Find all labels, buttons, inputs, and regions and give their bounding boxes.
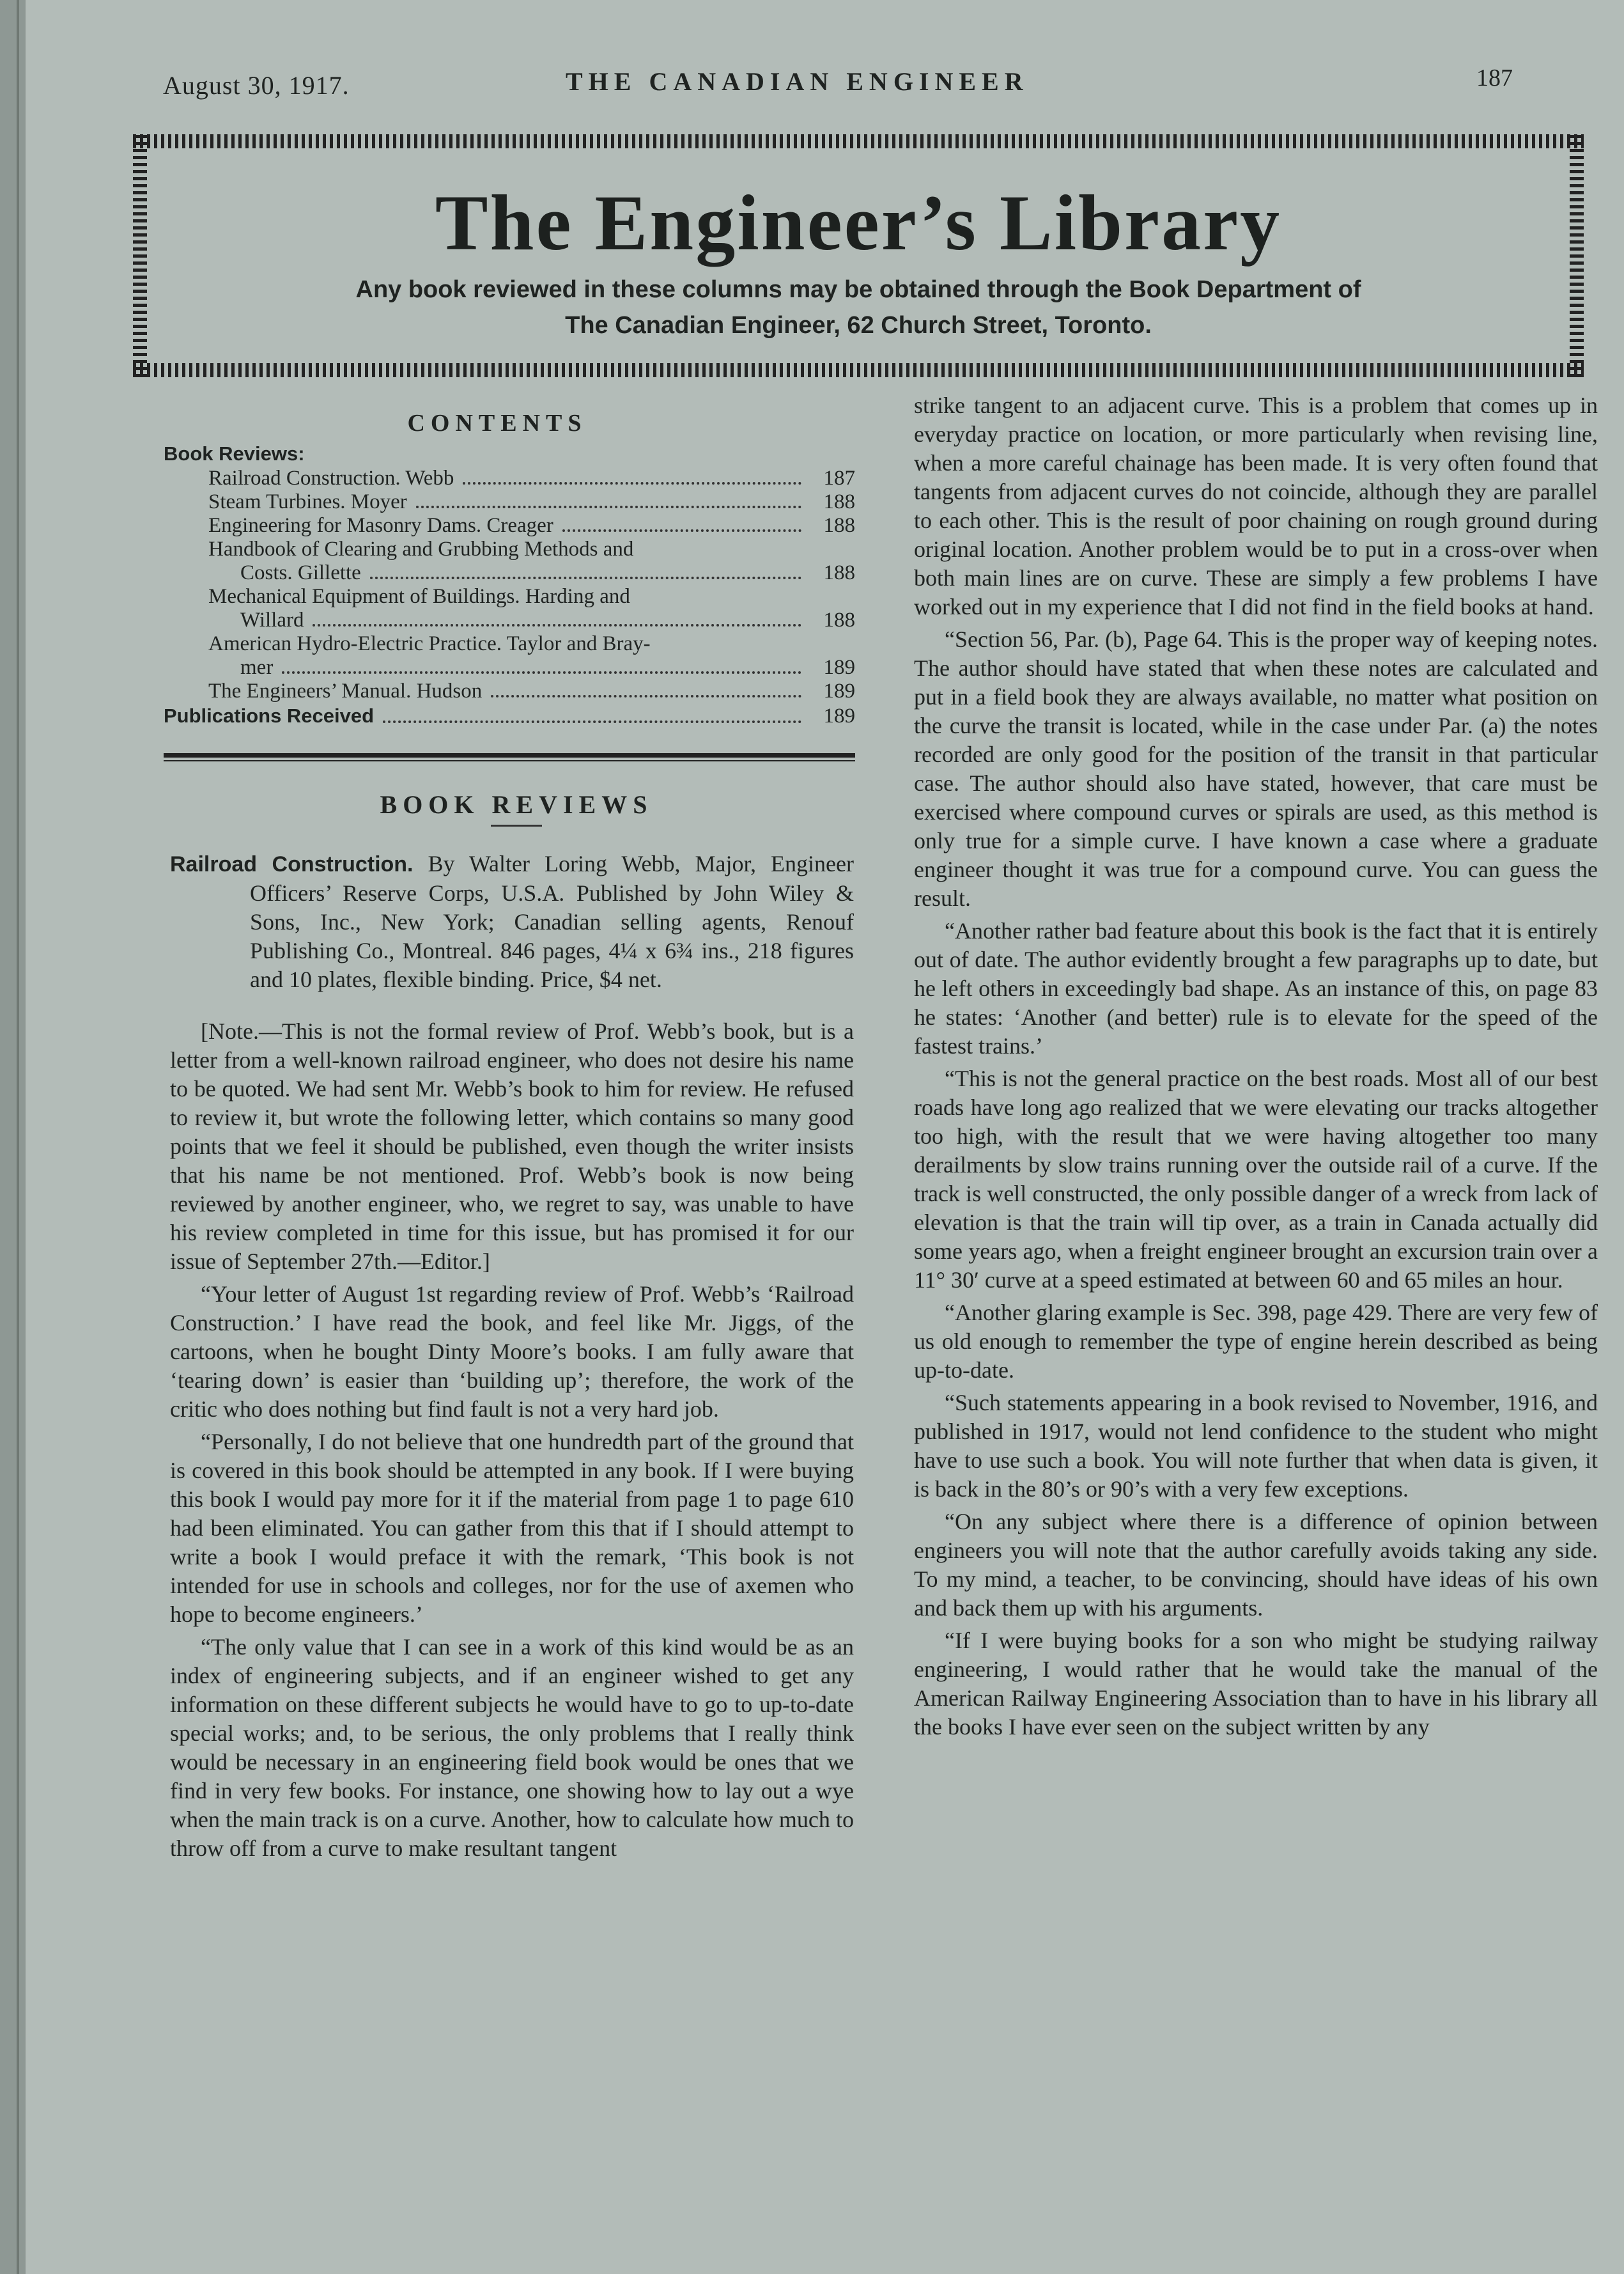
article-paragraph: “If I were buying books for a son who might be studying railway engineering, I would rather that he would take the manual of the American Railway Engineering Association than to have in his library all the books I have ever seen on the subject written by any: [914, 1628, 1598, 1740]
toc-item: [208, 467, 855, 490]
right-column: [914, 391, 1598, 1745]
subtitle-line-1: Any book reviewed in these columns may be obtained through the Book Department of: [355, 276, 1361, 303]
binding-spine: [0, 0, 26, 2274]
subtitle-line-2: The Canadian Engineer, 62 Church Street, Toronto.: [565, 312, 1152, 339]
article-paragraph: strike tangent to an adjacent curve. This is a problem that comes up in everyday practice on location, or more particularly when revising line, when a more careful chainage has been made. It is very often found that tangents from adjacent curves do not coincide, although they are parallel to each other. This is the result of poor chaining on rough ground during original location. Another problem would be to put in a cross-over when both main lines are on curve. These are simply a few problems I have worked out in my experience that I did not find in the field books at hand.: [914, 393, 1598, 619]
toc-item-text: Railroad Construction. Webb: [208, 467, 454, 490]
heading-rule: [491, 825, 542, 827]
article-paragraph: “On any subject where there is a difference of opinion between engineers you will note that the author carefully avoids taking any side. To my mind, a teacher, to be convincing, should have ideas of his own and back them up with his arguments.: [914, 1509, 1598, 1621]
toc-leader: [416, 506, 801, 508]
toc-item: [208, 514, 855, 538]
article-paragraph: “Another glaring example is Sec. 398, page 429. There are very few of us old enough to remember the type of engine herein described as being up-to-date.: [914, 1300, 1598, 1383]
toc-item: [208, 585, 855, 632]
section-subtitle: [248, 272, 1469, 343]
toc-item-page: 189: [823, 680, 855, 703]
toc-leader: [383, 720, 801, 723]
review-book-details: By Walter Loring Webb, Major, Engineer Officers’ Reserve Corps, U.S.A. Published by John Wiley & Sons, Inc., New York; Canadian selling agents, Renouf Publishing Co., Montreal. 846 pages, 4¼ x 6¾ ins., 218 figures and 10 plates, flexible binding. Price, $4 net.: [250, 851, 854, 992]
article-paragraph: [Note.—This is not the formal review of Prof. Webb’s book, but is a letter from a well-known railroad engineer, who does not desire his name to be quoted. We had sent Mr. Webb’s book to him for review. He refused to review it, but wrote the following letter, which contains so many good points that we feel it should be published, even though the writer insists that his name be not mentioned. Prof. Webb’s book is now being reviewed by another engineer, who, we regret to say, was unable to have his review completed in time for this issue, but has promised it for our issue of September 27th.—Editor.]: [170, 1018, 854, 1274]
toc-item: [208, 680, 855, 703]
toc-item-text: Engineering for Masonry Dams. Creager: [208, 514, 553, 537]
article-paragraph: “Such statements appearing in a book revised to November, 1916, and published in 1917, would not lend confidence to the student who might have to use such a book. You will note further that when data is given, it is back in the 80’s or 90’s with a very few exceptions.: [914, 1390, 1598, 1502]
article-paragraph: “This is not the general practice on the best roads. Most all of our best roads have long ago realized that we were elevating our tracks altogether too high, with the result that we were having altogether too many derailments by slow trains running over the outside rail of a curve. If the track is well constructed, the only possible danger of a wreck from lack of elevation is that the train will tip over, as a train in Canada actually did some years ago, when a freight engineer brought an excursion train over a 11° 30′ curve at a speed estimated at between 60 and 65 miles an hour.: [914, 1066, 1598, 1293]
toc-leader: [313, 624, 801, 627]
toc-group-label: Book Reviews:: [164, 442, 305, 465]
toc-item-text-cont: Willard: [240, 609, 304, 632]
toc-item-page: 188: [823, 561, 855, 584]
toc-leader: [282, 671, 801, 674]
toc-item-text: Mechanical Equipment of Buildings. Harding and: [208, 585, 630, 608]
divider-rule: [164, 753, 855, 758]
toc-leader: [491, 695, 801, 697]
page-number: 187: [1476, 65, 1513, 91]
toc-item-text: Steam Turbines. Moyer: [208, 490, 407, 513]
contents-heading: CONTENTS: [407, 410, 587, 437]
toc-leader: [463, 482, 801, 485]
toc-item: [208, 632, 855, 680]
toc-item: [208, 490, 855, 514]
toc-item-page: 188: [823, 609, 855, 632]
toc-item-text: American Hydro-Electric Practice. Taylor and Bray-: [208, 632, 651, 655]
magazine-page: [26, 0, 1624, 2274]
issue-date: August 30, 1917.: [163, 71, 350, 100]
toc-item-page: 188: [823, 490, 855, 513]
toc-leader: [562, 529, 801, 532]
article-paragraph: “Your letter of August 1st regarding review of Prof. Webb’s ‘Railroad Construction.’ I have read the book, and feel like Mr. Jiggs, of the cartoons, when he bought Dinty Moore’s books. I am fully aware that ‘tearing down’ is easier than ‘building up’; therefore, the work of the critic who does nothing but find fault is not a very hard job.: [170, 1281, 854, 1422]
toc-item-page: 187: [823, 467, 855, 490]
banner-border-bottom: [133, 363, 1584, 377]
toc-item-text: The Engineers’ Manual. Hudson: [208, 680, 483, 703]
article-paragraph: “The only value that I can see in a work of this kind would be as an index of engineering subjects, and if an engineer wished to get any information on these different subjects he would have to go to up-to-date special works; and, to be serious, the only problems that I really think would be necessary in an engineering field book would be ones that we find in very few books. For instance, one showing how to lay out a wye when the main track is on a curve. Another, how to calculate how much to throw off from a curve to make resultant tangent: [170, 1634, 854, 1861]
toc-item: [208, 538, 855, 585]
section-title: The Engineer’s Library: [435, 179, 1282, 267]
review-book-title: Railroad Construction.: [170, 852, 414, 876]
journal-name: THE CANADIAN ENGINEER: [566, 67, 1029, 96]
toc-leader: [370, 577, 801, 579]
review-entry-header: [170, 850, 854, 994]
article-paragraph: “Another rather bad feature about this book is the fact that it is entirely out of date. The author evidently brought a few paragraphs up to date, but he left others in exceedingly bad shape. As an instance of this, on page 83 he states: ‘Another (and better) rule is to elevate for the speed of the fastest trains.’: [914, 918, 1598, 1059]
toc-item-page: 188: [823, 514, 855, 537]
toc-item-text-cont: mer: [240, 656, 274, 679]
toc-publications: [164, 703, 855, 729]
toc-item-text: Handbook of Clearing and Grubbing Methods and: [208, 538, 634, 561]
running-head: [26, 64, 1624, 109]
article-paragraph: “Personally, I do not believe that one hundredth part of the ground that is covered in this book should be attempted in any book. If I were buying this book I would pay more for it if the material from page 1 to page 610 had been eliminated. You can gather from this that if I should attempt to write a book I would preface it with the remark, ‘This book is not intended for use in schools and colleges, nor for the use of axemen who hope to become engineers.’: [170, 1429, 854, 1627]
left-column: [139, 396, 855, 1867]
library-banner: [133, 134, 1584, 377]
reviews-heading: BOOK REVIEWS: [380, 790, 653, 819]
article-paragraph: “Section 56, Par. (b), Page 64. This is the proper way of keeping notes. The author should have stated that when these notes are calculated and put in a field book they are always available, no matter what position on the curve the transit is located, while in the case under Par. (a) the notes recorded are only good for the position of the transit in that particular case. The author should also have stated, however, that care must be exercised where compound curves or spirals are used, as this method is only true for a simple curve. I have known a case where a graduate engineer thought it was true for a compound curve. You can guess the result.: [914, 627, 1598, 911]
toc-publications-page: 189: [823, 705, 855, 728]
toc-item-text-cont: Costs. Gillette: [240, 561, 361, 584]
toc-item-page: 189: [823, 656, 855, 679]
divider-rule-thin: [164, 760, 855, 761]
toc-publications-text: Publications Received: [164, 705, 375, 727]
banner-border-top: [133, 134, 1584, 148]
